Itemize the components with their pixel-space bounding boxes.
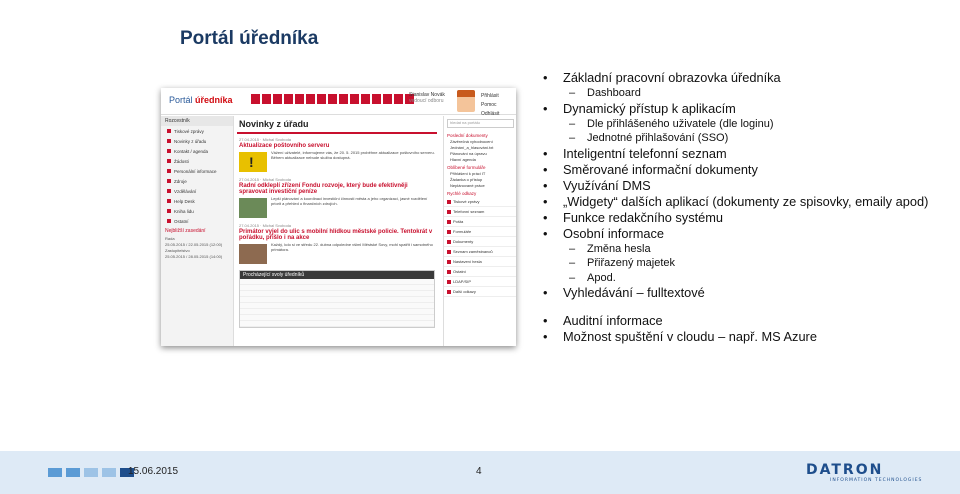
portal-right-panel: hledat na portálu Poslední dokumenty Závěrečná vyhodnocení Jednání_a_hlasování.txt Plánování na úpravu Hlavní agenda Oblíbené formuláře Přihlášení k práci IT Žádanka o přístup Neplánované práce Rychlé odkazy Tiskové zprávy Telefonní seznam Pošta Formuláře Dokumenty Seznam zaměstnanců Nastavení hesla Ostatní LDAP/SIP Další odkazy (443, 116, 516, 346)
bullet-item: • Směrované informační dokumenty (541, 162, 951, 178)
page-number: 4 (476, 466, 482, 477)
bullet-item: • Možnost spuštění v cloudu – např. MS Azure (541, 329, 951, 345)
bullet-item: • Auditní informace (541, 313, 951, 329)
bullet-item: • Osobní informace (541, 226, 951, 242)
sub-bullet-item: – Apod. (541, 271, 951, 286)
bullet-item: • Funkce redakčního systému (541, 210, 951, 226)
bullet-item: • „Widgety“ dalších aplikací (dokumenty ze spisovky, emaily apod) (541, 194, 951, 210)
bullet-item: • Inteligentní telefonní seznam (541, 146, 951, 162)
bullet-list (541, 70, 951, 345)
brand-subtitle: INFORMATION TECHNOLOGIES (830, 478, 923, 483)
avatar (457, 90, 475, 112)
portal-left-menu: Rozcestník Tiskové zprávy Novinky z úřadu Kontakt / agenda Žádosti Personální informace Zdroje Vzdělávání Help Desk Kniha lidu Ostatní Nejbližší zasedání Rada 25.05.2015 / 22.05.2015 (12:00) Zastupitelstvo 25.05.2015 / 28.05.2015 (14:00) (161, 116, 234, 346)
sub-bullet-item: – Přiřazený majetek (541, 256, 951, 271)
portal-news: Novinky z úřadu 27.04.2015 · Michal Svoboda Aktualizace poštovního serveru ! Vážení uživatelé, informujeme vás, že 20. 5. 2015 proběhne aktualizace poštovního serveru. Během aktualizace nebude služba dostupná. 27.04.2015 · Michal Svoboda Radní odkleplí zřízení Fondu rozvoje, který bude efektivněji spravovat investiční peníze Lepší plánování a koordinaci investiční činnosti města a jeho organizací, jasné rozdělení priorit a přehled o finančních zdrojích. 27.04.2015 · Michal Svoboda Primátor vyjel do ulic s mobilní hlídkou městské policie. Tentokrát v pořádku, přišlo i na akce Každý, kdo si ve středu 22. dubna odpoledne všiml Městské Sovy, mohl spatřit i samotného primátora. Procházející svoly úředníků (237, 116, 437, 346)
bullet-item: • Vyhledávání – fulltextové (541, 285, 951, 301)
sub-bullet-item: – Dashboard (541, 86, 951, 101)
footer-square (102, 468, 116, 477)
brand-logo: DATRON (806, 462, 884, 478)
portal-user: Stanislav Novák vedoucí odboru (409, 92, 445, 104)
portal-header-links: Přihlásit Pomoc Odhlásit (481, 93, 500, 117)
bullet-item: • Využívání DMS (541, 178, 951, 194)
sub-bullet-item: – Jednotné přihlašování (SSO) (541, 131, 951, 146)
footer-square (66, 468, 80, 477)
portal-header (161, 88, 516, 115)
slide-date: 15.06.2015 (128, 466, 179, 477)
bullet-item: • Základní pracovní obrazovka úředníka (541, 70, 951, 86)
portal-table: Procházející svoly úředníků (239, 270, 435, 328)
portal-toolbar-icons (251, 94, 414, 104)
footer-square (48, 468, 62, 477)
portal-logo: Portál úředníka (169, 95, 233, 105)
sub-bullet-item: – Změna hesla (541, 242, 951, 257)
bullet-item: • Dynamický přístup k aplikacím (541, 101, 951, 117)
footer-square (84, 468, 98, 477)
slide-title: Portál úředníka (180, 28, 319, 49)
sub-bullet-item: – Dle přihlášeného uživatele (dle loginu) (541, 117, 951, 132)
portal-screenshot (161, 88, 516, 346)
